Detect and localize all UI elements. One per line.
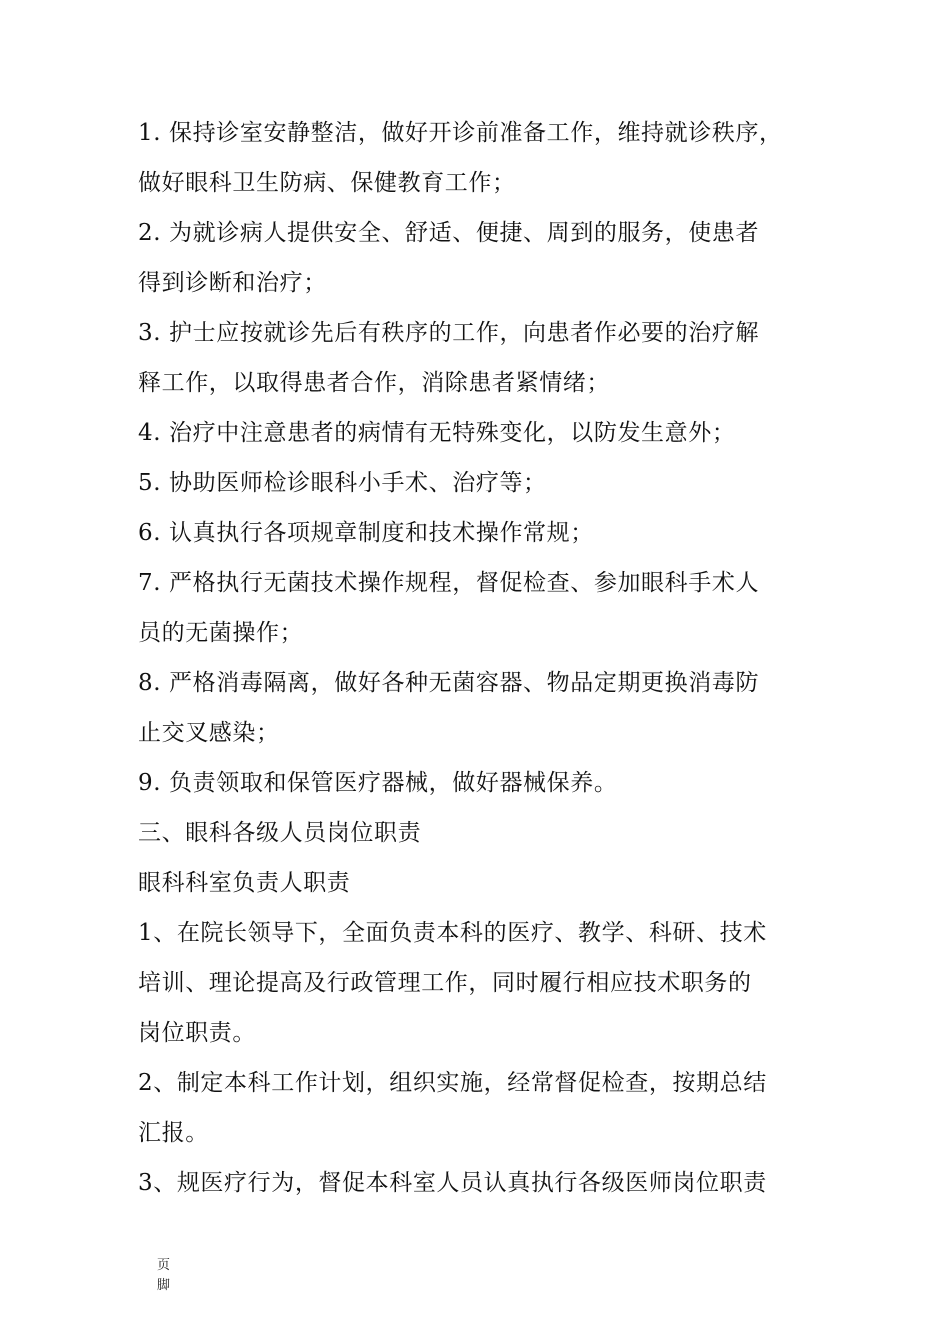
text-line-4: 得到诊断和治疗； bbox=[138, 270, 327, 296]
text-line-3: 2. 为就诊病人提供安全、舒适、便捷、周到的服务，使患者 bbox=[138, 220, 760, 246]
text-line-14: 9. 负责领取和保管医疗器械，做好器械保养。 bbox=[138, 770, 618, 796]
subsection-heading: 眼科科室负责人职责 bbox=[138, 870, 351, 896]
text-line-13: 止交叉感染； bbox=[138, 720, 280, 746]
text-line-19: 岗位职责。 bbox=[138, 1020, 256, 1046]
text-line-18: 培训、理论提高及行政管理工作，同时履行相应技术职务的 bbox=[138, 970, 752, 996]
text-line-1: 1. 保持诊室安静整洁，做好开诊前准备工作，维持就诊秩序， bbox=[138, 120, 783, 146]
text-line-7: 4. 治疗中注意患者的病情有无特殊变化，以防发生意外； bbox=[138, 420, 736, 446]
text-line-12: 8. 严格消毒隔离，做好各种无菌容器、物品定期更换消毒防 bbox=[138, 670, 760, 696]
text-line-2: 做好眼科卫生防病、保健教育工作； bbox=[138, 170, 516, 196]
section-heading: 三、眼科各级人员岗位职责 bbox=[138, 820, 422, 846]
text-line-21: 汇报。 bbox=[138, 1120, 209, 1146]
text-line-22: 3、规医疗行为，督促本科室人员认真执行各级医师岗位职责 bbox=[138, 1170, 767, 1196]
document-body bbox=[138, 108, 838, 1208]
text-line-10: 7. 严格执行无菌技术操作规程，督促检查、参加眼科手术人 bbox=[138, 570, 760, 596]
footer-char-1: 页 bbox=[157, 1258, 171, 1273]
text-line-17: 1、在院长领导下，全面负责本科的医疗、教学、科研、技术 bbox=[138, 920, 767, 946]
text-line-20: 2、制定本科工作计划，组织实施，经常督促检查，按期总结 bbox=[138, 1070, 767, 1096]
page-footer bbox=[157, 1256, 175, 1296]
text-line-11: 员的无菌操作； bbox=[138, 620, 304, 646]
text-line-5: 3. 护士应按就诊先后有秩序的工作，向患者作必要的治疗解 bbox=[138, 320, 760, 346]
text-line-8: 5. 协助医师检诊眼科小手术、治疗等； bbox=[138, 470, 547, 496]
footer-char-2: 脚 bbox=[157, 1278, 171, 1293]
text-line-9: 6. 认真执行各项规章制度和技术操作常规； bbox=[138, 520, 594, 546]
text-line-6: 释工作，以取得患者合作，消除患者紧情绪； bbox=[138, 370, 610, 396]
